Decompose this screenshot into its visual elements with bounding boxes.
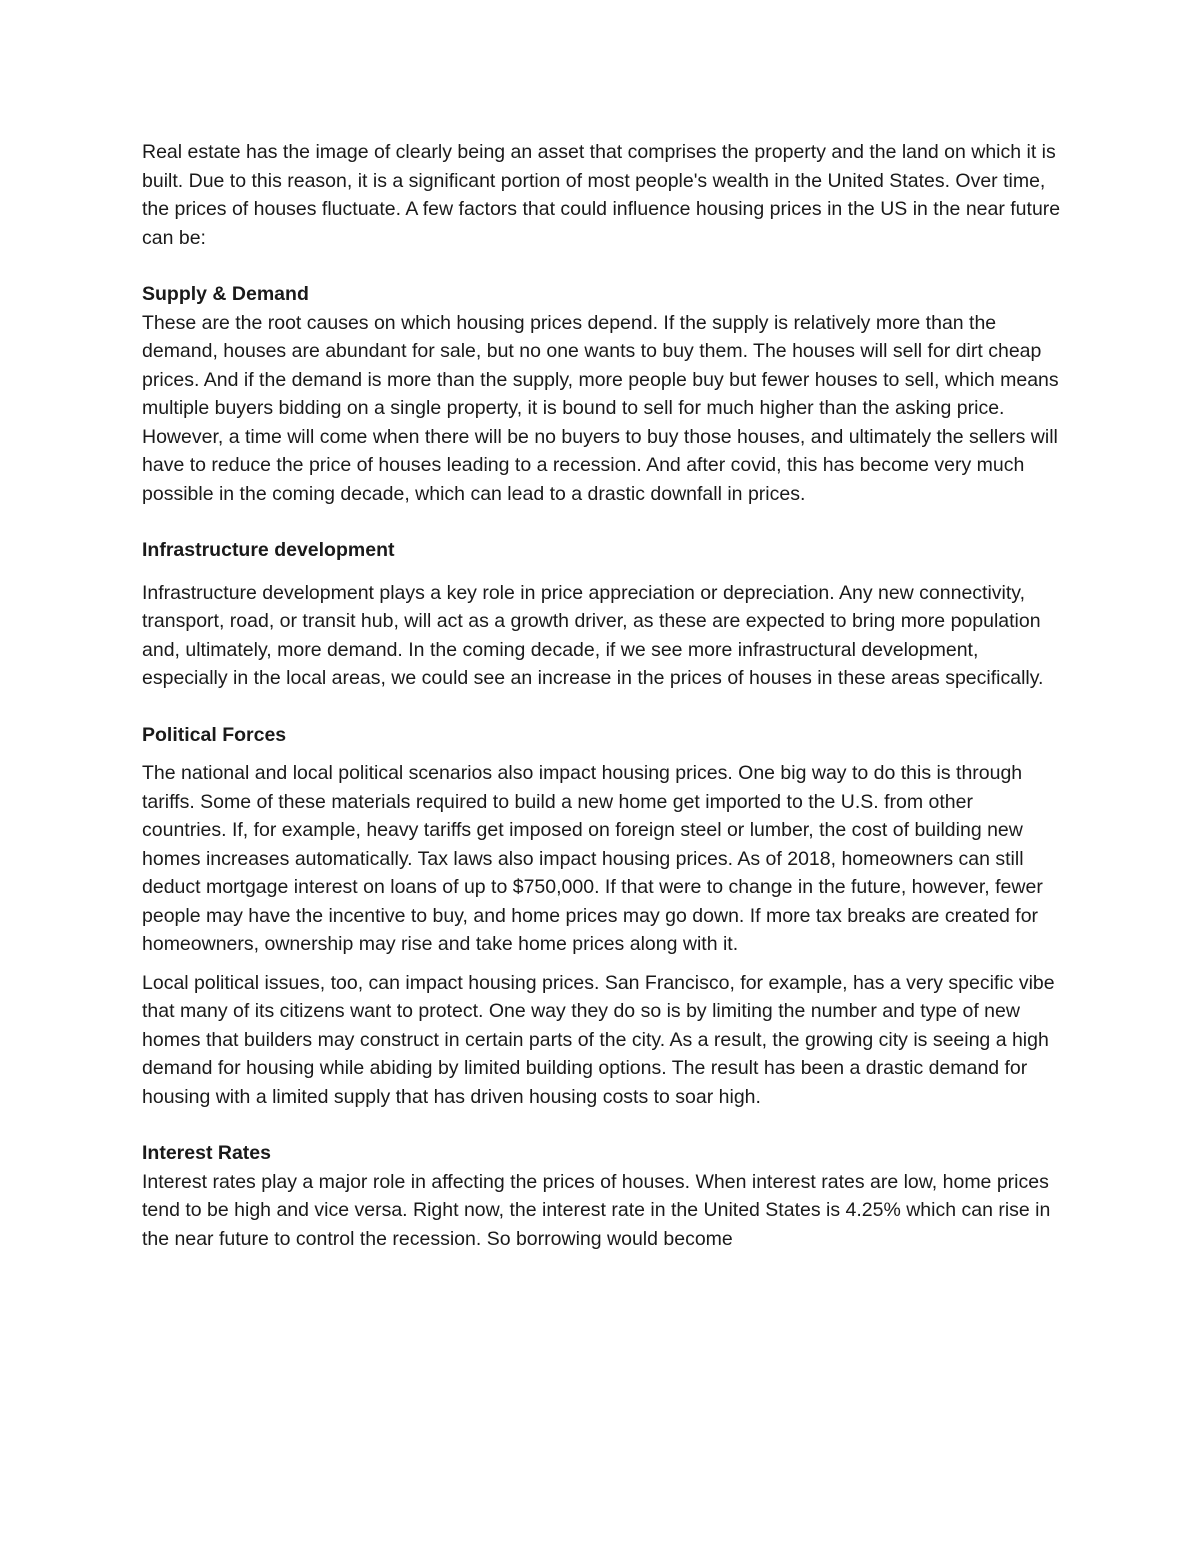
interest-rates-paragraph: Interest rates play a major role in affecting the prices of houses. When interest rates are low, home prices tend to be high and vice versa. Right now, the interest rate in the United States is 4.25% which can rise in the near future to control the recession. So borrowing would become (142, 1170, 1051, 1250)
spacer (142, 749, 1062, 759)
spacer (142, 508, 1062, 536)
political-paragraph-1: The national and local political scenarios also impact housing prices. One big way to do this is through tariffs. Some of these materials required to build a new home get imported to the U.S. from other countries. If, for example, heavy tariffs get imposed on foreign steel or lumber, the cost of building new homes increases automatically. Tax laws also impact housing prices. As of 2018, homeowners can still deduct mortgage interest on loans of up to $750,000. If that were to change in the future, however, fewer people may have the incentive to buy, and home prices may go down. If more tax breaks are created for homeowners, ownership may rise and take home prices along with it. (142, 762, 1043, 955)
section-heading-infrastructure: Infrastructure development (142, 539, 395, 561)
document-page (142, 138, 1062, 1253)
infrastructure-paragraph: Infrastructure development plays a key role in price appreciation or depreciation. Any new connectivity, transport, road, or transit hub, will act as a growth driver, as these are expected to bring more population and, ultimately, more demand. In the coming decade, if we see more infrastructural development, especially in the local areas, we could see an increase in the prices of houses in these areas specifically. (142, 581, 1044, 689)
spacer (142, 1111, 1062, 1139)
supply-demand-paragraph: These are the root causes on which housing prices depend. If the supply is relatively more than the demand, houses are abundant for sale, but no one wants to buy them. The houses will sell for dirt cheap prices. And if the demand is more than the supply, more people buy but fewer houses to sell, which means multiple buyers bidding on a single property, it is bound to sell for much higher than the asking price. However, a time will come when there will be no buyers to buy those houses, and ultimately the sellers will have to reduce the price of houses leading to a recession. And after covid, this has become very much possible in the coming decade, which can lead to a drastic downfall in prices. (142, 311, 1059, 505)
section-heading-interest-rates: Interest Rates (142, 1142, 271, 1164)
spacer (142, 959, 1062, 969)
intro-paragraph: Real estate has the image of clearly being an asset that comprises the property and the land on which it is built. Due to this reason, it is a significant portion of most people's wealth in the United States. Over time, the prices of houses fluctuate. A few factors that could influence housing prices in the US in the near future can be: (142, 141, 1061, 249)
section-heading-supply-demand: Supply & Demand (142, 283, 309, 305)
spacer (142, 252, 1062, 280)
spacer (142, 565, 1062, 579)
spacer (142, 693, 1062, 721)
section-heading-political: Political Forces (142, 723, 287, 746)
political-paragraph-2: Local political issues, too, can impact housing prices. San Francisco, for example, has a very specific vibe that many of its citizens want to protect. One way they do so is by limiting the number and type of new homes that builders may construct in certain parts of the city. As a result, the growing city is seeing a high demand for housing while abiding by limited building options. The result has been a drastic demand for housing with a limited supply that has driven housing costs to soar high. (142, 971, 1055, 1108)
